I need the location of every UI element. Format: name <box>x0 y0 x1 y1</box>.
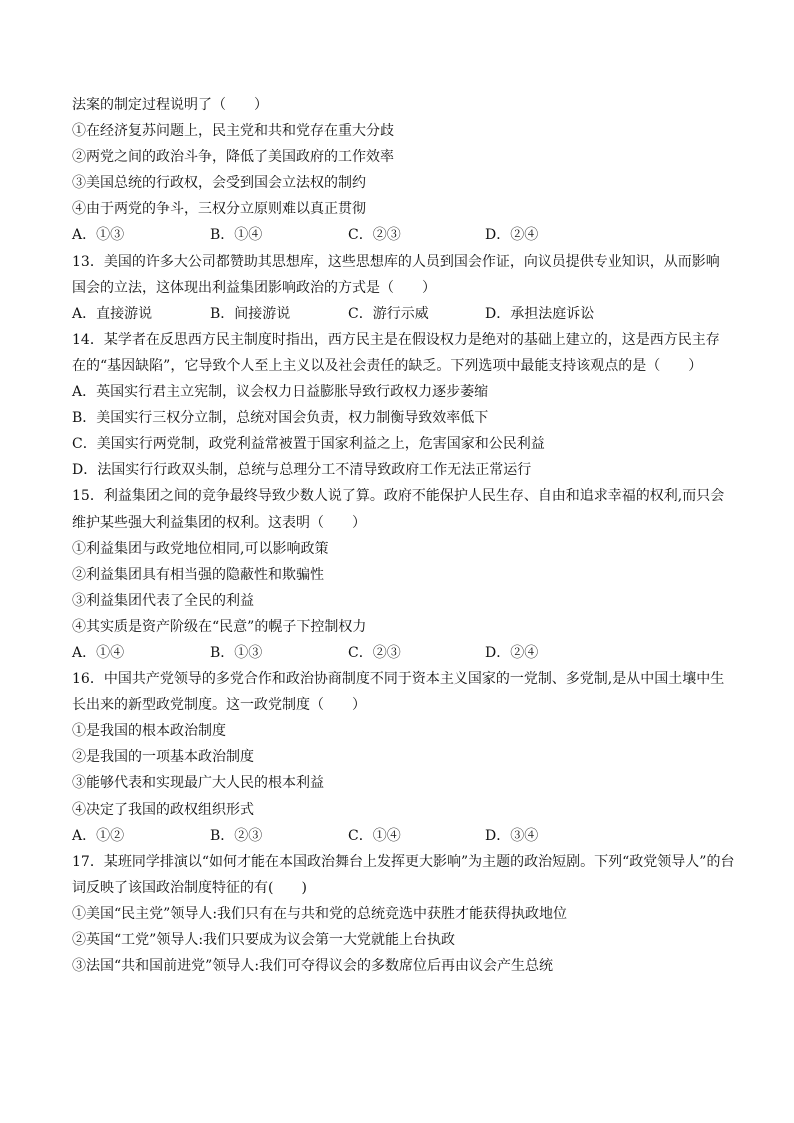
q14-text-line-1: 14．某学者在反思西方民主制度时指出，西方民主是在假设权力是绝对的基础上建立的，这是西方民主存 <box>72 331 720 348</box>
q12-statement-1: ①在经济复苏问题上，民主党和共和党存在重大分歧 <box>72 123 394 140</box>
q14-option-a: A．英国实行君主立宪制，议会权力日益膨胀导致行政权力逐步萎缩 <box>72 384 489 401</box>
q12-stem: 法案的制定过程说明了（ ） <box>72 97 268 113</box>
q17-statement-3: ③法国“共和国前进党”领导人:我们可夺得议会的多数席位后再由议会产生总统 <box>72 958 554 975</box>
q14-option-c: C．美国实行两党制，政党利益常被置于国家利益之上，危害国家和公民利益 <box>72 436 545 453</box>
q16-statement-1: ①是我国的根本政治制度 <box>72 723 226 740</box>
q14-option-d: D．法国实行行政双头制，总统与总理分工不清导致政府工作无法正常运行 <box>72 462 532 479</box>
q15-statement-4: ④其实质是资产阶级在“民意”的幌子下控制权力 <box>72 618 367 635</box>
q16-statement-3: ③能够代表和实现最广大人民的根本利益 <box>72 775 324 792</box>
q14-option-b: B．美国实行三权分立制，总统对国会负责，权力制衡导致效率低下 <box>72 410 489 427</box>
q15-option-c: C．②③ <box>348 644 401 661</box>
q17-text-line-1: 17．某班同学排演以“如何才能在本国政治舞台上发挥更大影响”为主题的政治短剧。下列“政党领导人”的台 <box>72 853 735 870</box>
q15-statement-3: ③利益集团代表了全民的利益 <box>72 592 254 609</box>
q16-option-c: C．①④ <box>348 827 401 844</box>
page-content <box>72 92 735 979</box>
q13-text-line-1: 13．美国的许多大公司都赞助其思想库，这些思想库的人员到国会作证，向议员提供专业知识，从而影响 <box>72 253 720 270</box>
q16-option-d: D．③④ <box>485 827 539 844</box>
q13-option-d: D．承担法庭诉讼 <box>485 305 595 322</box>
q16-statement-2: ②是我国的一项基本政治制度 <box>72 749 254 766</box>
q15-statement-1: ①利益集团与政党地位相同,可以影响政策 <box>72 540 329 557</box>
q12-option-c: C．②③ <box>348 227 401 244</box>
q13-option-b: B．间接游说 <box>210 305 291 322</box>
q16-text-line-1: 16．中国共产党领导的多党合作和政治协商制度不同于资本主义国家的一党制、多党制,是从中国土壤中生 <box>72 671 725 688</box>
q17-text-line-2: 词反映了该国政治制度特征的有( ) <box>72 879 307 896</box>
q12-options <box>72 222 724 248</box>
q16-option-b: B．②③ <box>210 827 263 844</box>
q15-option-a: A．①④ <box>72 644 125 661</box>
q12-option-b: B．①④ <box>210 227 263 244</box>
q16-options <box>72 823 724 849</box>
q17-statement-1: ①美国“民主党”领导人:我们只有在与共和党的总统竞选中获胜才能获得执政地位 <box>72 905 568 922</box>
q12-statement-4: ④由于两党的争斗，三权分立原则难以真正贯彻 <box>72 201 366 218</box>
q16-statement-4: ④决定了我国的政权组织形式 <box>72 801 254 818</box>
q13-text-line-2: 国会的立法，这体现出利益集团影响政治的方式是（ ） <box>72 279 436 296</box>
q15-statement-2: ②利益集团具有相当强的隐蔽性和欺骗性 <box>72 566 324 583</box>
q13-options <box>72 301 724 327</box>
q12-option-a: A．①③ <box>72 227 125 244</box>
q15-option-b: B．①③ <box>210 644 263 661</box>
q14-text-line-2: 在的“基因缺陷”，它导致个人至上主义以及社会责任的缺乏。下列选项中最能支持该观点的是（ ） <box>72 357 703 374</box>
q15-text-line-1: 15．利益集团之间的竞争最终导致少数人说了算。政府不能保护人民生存、自由和追求幸福的权利,而只会 <box>72 488 725 505</box>
q15-options <box>72 640 724 666</box>
q12-statement-2: ②两党之间的政治斗争，降低了美国政府的工作效率 <box>72 149 394 166</box>
q16-text-line-2: 长出来的新型政党制度。这一政党制度（ ） <box>72 697 366 714</box>
q17-statement-2: ②英国“工党”领导人:我们只要成为议会第一大党就能上台执政 <box>72 932 456 948</box>
q16-option-a: A．①② <box>72 827 125 844</box>
q13-option-c: C．游行示威 <box>348 305 429 322</box>
q12-option-d: D．②④ <box>485 227 539 244</box>
q13-option-a: A．直接游说 <box>72 305 153 322</box>
q15-option-d: D．②④ <box>485 644 539 661</box>
q15-text-line-2: 维护某些强大利益集团的权利。这表明（ ） <box>72 514 366 531</box>
q12-statement-3: ③美国总统的行政权，会受到国会立法权的制约 <box>72 175 366 192</box>
